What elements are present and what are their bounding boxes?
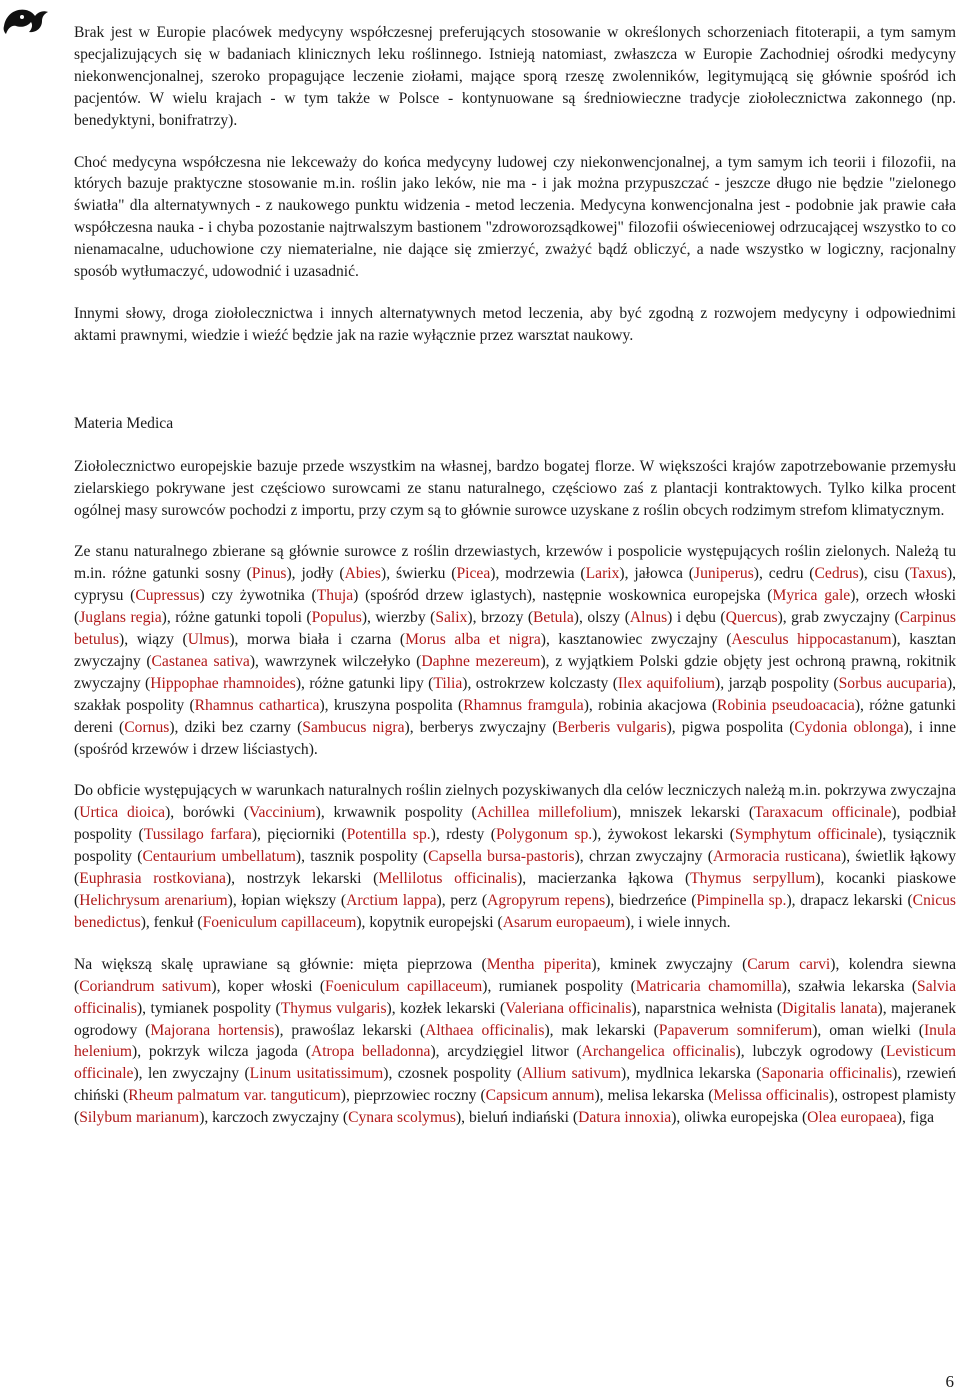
paragraph-text: ), chrzan zwyczajny (: [574, 848, 713, 866]
latin-species-name: Linum usitatissimum: [249, 1065, 384, 1083]
paragraph-text: ), brzozy (: [467, 609, 534, 627]
paragraph-text: ), różne gatunki topoli (: [161, 609, 312, 627]
latin-species-name: Carum carvi: [747, 955, 831, 973]
latin-species-name: Betula: [533, 609, 574, 627]
latin-species-name: Taxus: [909, 565, 947, 583]
document-page: [74, 22, 956, 1149]
paragraph-text: ), różne gatunki lipy (: [295, 674, 434, 692]
paragraph-text: ), jodły (: [286, 565, 345, 583]
paragraph-text: ), żywokost lekarski (: [592, 826, 735, 844]
latin-species-name: Salvia officinalis: [74, 977, 956, 1017]
paragraph-text: ), prawoślaz lekarski (: [274, 1021, 426, 1039]
latin-species-name: Euphrasia rostkoviana: [79, 870, 226, 888]
latin-species-name: Centaurium umbellatum: [142, 848, 296, 866]
latin-species-name: Rhamnus cathartica: [194, 696, 320, 714]
paragraph-herbs: [74, 780, 956, 933]
paragraph-text: ), mydlnica lekarska (: [621, 1065, 762, 1083]
latin-species-name: Foeniculum capillaceum: [325, 977, 483, 995]
latin-species-name: Agropyrum repens: [487, 892, 606, 909]
latin-species-name: Datura innoxia: [578, 1109, 672, 1127]
latin-species-name: Althaea officinalis: [425, 1021, 545, 1039]
paragraph-cultivated: [74, 954, 956, 1129]
latin-species-name: Polygonum sp.: [495, 826, 593, 844]
paragraph-conclusion: Innymi słowy, droga ziołolecznictwa i innych alternatywnych metod leczenia, aby być zgodną z rozwojem medycyny i odpowiednimi aktami prawnymi, wiedzie i wieźć będzie jak na razie wyłącznie przez warsztat naukowy.: [74, 304, 956, 344]
paragraph-text: Ze stanu naturalnego zbierane są głównie surowce z roślin drzewiastych, krzewów i pospolicie występujących roślin zielonych. Należą tu m.in. różne gatunki sosny (: [74, 543, 956, 583]
paragraph-text: ), świetlik łąkowy (: [74, 848, 956, 888]
latin-species-name: Juniperus: [694, 565, 754, 583]
paragraph-text: ), rzewień chiński (: [74, 1065, 956, 1105]
paragraph-text: ), rdesty (: [430, 826, 496, 844]
latin-species-name: Melissa officinalis: [713, 1087, 829, 1105]
paragraph-text: ), z wyjątkiem Polski gdzie objęty jest ochroną prawną, rokitnik zwyczajny (: [74, 652, 957, 692]
latin-species-name: Abies: [344, 565, 382, 583]
paragraph-text: ), grab zwyczajny (: [777, 609, 900, 627]
latin-species-name: Picea: [456, 565, 491, 583]
paragraph-text: ), i wiele innych.: [625, 913, 731, 931]
paragraph-text: ), kminek zwyczajny (: [591, 955, 748, 973]
paragraph-text: ), kruszyna pospolita (: [319, 696, 464, 714]
section-heading: Materia Medica: [74, 414, 174, 432]
paragraph-text: ), cedru (: [753, 565, 815, 583]
latin-species-name: Foeniculum capillaceum: [202, 913, 357, 931]
latin-species-name: Symphytum officinale: [734, 826, 878, 844]
latin-species-name: Juglans regia: [79, 609, 162, 627]
latin-species-name: Cupressus: [135, 587, 200, 605]
latin-species-name: Rheum palmatum var. tanguticum: [128, 1087, 341, 1105]
paragraph-text: ), fenkuł (: [140, 913, 203, 931]
latin-species-name: Thuja: [316, 587, 354, 605]
latin-species-name: Atropa belladonna: [310, 1043, 431, 1061]
latin-species-name: Mellilotus officinalis: [378, 870, 518, 888]
latin-species-name: Digitalis lanata: [782, 999, 878, 1017]
paragraph-text: ) czy żywotnika (: [199, 587, 317, 605]
paragraph-text: ), kolendra siewna (: [74, 955, 956, 995]
latin-species-name: Pimpinella sp.: [696, 892, 787, 909]
latin-species-name: Capsella bursa-pastoris: [428, 848, 575, 866]
latin-species-name: Ilex aquifolium: [617, 674, 715, 692]
latin-species-name: Ulmus: [187, 631, 230, 649]
paragraph-text: ) (spośród drzew iglastych), następnie woskownica europejska (: [353, 587, 773, 605]
latin-species-name: Sambucus nigra: [302, 718, 405, 736]
latin-species-name: Urtica dioica: [79, 804, 166, 822]
latin-species-name: Rhamnus framgula: [463, 696, 584, 714]
paragraph-text: ), robinia akacjowa (: [583, 696, 718, 714]
latin-species-name: Cornus: [124, 718, 170, 736]
paragraph-text: ), kozłek lekarski (: [386, 999, 506, 1017]
paragraph-text: ), pigwa pospolita (: [666, 718, 795, 736]
latin-species-name: Vaccinium: [248, 804, 316, 822]
paragraph-text: ), orzech włoski (: [74, 587, 956, 627]
paragraph-text: ), morwa biała i czarna (: [229, 631, 406, 649]
latin-species-name: Achillea millefolium: [476, 804, 613, 822]
latin-species-name: Olea europaea: [807, 1109, 897, 1127]
latin-species-name: Mentha piperita: [486, 955, 592, 973]
paragraph-text: ), naparstnica wełnista (: [631, 999, 783, 1017]
paragraph-text: ), mak lekarski (: [544, 1021, 659, 1039]
paragraph-text: ), tymianek pospolity (: [136, 999, 281, 1017]
latin-species-name: Pinus: [251, 565, 287, 583]
paragraph-text: ), koper włoski (: [211, 977, 326, 995]
latin-species-name: Daphne mezereum: [421, 652, 541, 670]
paragraph-text: ), arcydzięgiel litwor (: [430, 1043, 582, 1061]
paragraph-text: Na większą skalę uprawiane są głównie: mięta pieprzowa (: [74, 955, 487, 973]
paragraph-text: ) i dębu (: [667, 609, 726, 627]
latin-species-name: Archangelica officinalis: [581, 1043, 736, 1061]
paragraph-text: ), jarząb pospolity (: [715, 674, 839, 692]
paragraph-text: ), wierzby (: [361, 609, 436, 627]
paragraph-text: ), podbiał pospolity (: [74, 804, 957, 844]
paragraph-text: ), czosnek pospolity (: [383, 1065, 523, 1083]
latin-species-name: Tilia: [433, 674, 463, 692]
paragraph-text: ), szałwia lekarska (: [781, 977, 918, 995]
latin-species-name: Armoracia rusticana: [712, 848, 842, 866]
paragraph-text: ), łopian większy (: [227, 892, 347, 909]
latin-species-name: Tussilago farfara: [143, 826, 252, 844]
latin-species-name: Sorbus aucuparia: [838, 674, 947, 692]
latin-species-name: Thymus serpyllum: [690, 870, 816, 888]
paragraph-text: ), karczoch zwyczajny (: [199, 1109, 349, 1127]
paragraph-text: ), biedrzeńce (: [605, 892, 697, 909]
paragraph-text: ), borówki (: [165, 804, 249, 822]
latin-species-name: Potentilla sp.: [346, 826, 431, 844]
latin-species-name: Inula helenium: [74, 1021, 956, 1061]
paragraph-text: ), figa: [896, 1109, 935, 1127]
latin-species-name: Morus alba et nigra: [405, 631, 541, 649]
paragraph-text: ), drapacz lekarski (: [786, 892, 913, 909]
latin-species-name: Cedrus: [814, 565, 859, 583]
paragraph-text: ), rumianek pospolity (: [482, 977, 636, 995]
latin-species-name: Asarum europaeum: [502, 913, 626, 931]
paragraph-text: ), oliwka europejska (: [671, 1109, 808, 1127]
paragraph-text: ), ostropest plamisty (: [74, 1087, 956, 1127]
latin-species-name: Coriandrum sativum: [79, 977, 212, 995]
latin-species-name: Helichrysum arenarium: [79, 892, 228, 909]
paragraph-text: ), tasznik pospolity (: [295, 848, 429, 866]
latin-species-name: Matricaria chamomilla: [635, 977, 782, 995]
latin-species-name: Cynara scolymus: [348, 1109, 456, 1127]
paragraph-text: ), i inne (spośród krzewów i drzew liściastych).: [74, 718, 957, 758]
paragraph-text: ), wawrzynek wilczełyko (: [249, 652, 422, 670]
bird-logo-icon: [2, 4, 50, 36]
paragraph-text: ), modrzewia (: [490, 565, 586, 583]
paragraph-text: ), cisu (: [858, 565, 910, 583]
latin-species-name: Castanea sativa: [151, 652, 250, 670]
paragraph-text: ), len zwyczajny (: [133, 1065, 250, 1083]
paragraph-text: ), kopytnik europejski (: [356, 913, 503, 931]
latin-species-name: Cydonia oblonga: [794, 718, 904, 736]
paragraph-text: ), szakłak pospolity (: [74, 674, 957, 714]
paragraph-text: ), lubczyk ogrodowy (: [735, 1043, 886, 1061]
paragraph-text: ), nostrzyk lekarski (: [225, 870, 379, 888]
latin-species-name: Quercus: [725, 609, 778, 627]
latin-species-name: Aesculus hippocastanum: [731, 631, 892, 649]
paragraph-text: Do obficie występujących w warunkach naturalnych roślin zielnych pozyskiwanych dla celów leczniczych należą m.in. pokrzywa zwyczajna (: [74, 782, 956, 822]
latin-species-name: Hippophae rhamnoides: [150, 674, 296, 692]
paragraph-text: ), kocanki piaskowe (: [74, 870, 956, 909]
paragraph-text: ), pięciorniki (: [251, 826, 347, 844]
paragraph-text: ), perz (: [436, 892, 488, 909]
paragraph-text: ), melisa lekarska (: [594, 1087, 714, 1105]
paragraph-text: ), majeranek ogrodowy (: [74, 999, 956, 1039]
paragraph-trees-shrubs: [74, 541, 956, 760]
paragraph-text: ), berberys zwyczajny (: [404, 718, 558, 736]
latin-species-name: Carpinus betulus: [74, 609, 956, 649]
latin-species-name: Silybum marianum: [79, 1109, 200, 1127]
paragraph-text: ), kasztanowiec zwyczajny (: [540, 631, 732, 649]
paragraph-text: ), kasztan zwyczajny (: [74, 631, 956, 670]
latin-species-name: Valeriana officinalis: [505, 999, 632, 1017]
latin-species-name: Majorana hortensis: [150, 1021, 275, 1039]
paragraph-text: ), świerku (: [381, 565, 457, 583]
latin-species-name: Populus: [311, 609, 362, 627]
paragraph-text: ), pokrzyk wilcza jagoda (: [132, 1043, 311, 1061]
paragraph-text: ), cyprysu (: [74, 565, 957, 605]
latin-species-name: Myrica gale: [772, 587, 851, 605]
paragraph-text: ), bieluń indiański (: [455, 1109, 579, 1127]
paragraph-text: ), mniszek lekarski (: [612, 804, 755, 822]
latin-species-name: Allium sativum: [522, 1065, 622, 1083]
page-number: 6: [945, 1372, 954, 1391]
latin-species-name: Taraxacum officinale: [754, 804, 892, 822]
latin-species-name: Papaverum somniferum: [658, 1021, 813, 1039]
paragraph-text: ), pieprzowiec roczny (: [340, 1087, 486, 1105]
paragraph-text: ), olszy (: [573, 609, 630, 627]
latin-species-name: Saponaria officinalis: [761, 1065, 893, 1083]
paragraph-text: ), macierzanka łąkowa (: [517, 870, 691, 888]
paragraph-medicine: Choć medycyna współczesna nie lekceważy do końca medycyny ludowej czy niekonwencjonalnej, a tym samym ich teorii i filozofii, na których bazuje praktyczne stosowanie m.in. roślin jako leków, nie ma - i jak można przypuszczać - jeszcze długo nie będzie "zielonego światła" dla alternatywnych - z naukowego punktu widzenia - metod leczenia. Medycyna konwencjonalna jest - podobnie jak prawie cała współczesna nauka - i chyba pozostanie najtrwalszym bastionem "zdroworozsądkowej" filozofii oświeceniowej odrzucającej wszystko to co nienamacalne, uduchowione czy niematerialne, nie dające się zmierzyć, zważyć bądź obliczyć, a nade wszystko w logiczny, racjonalny sposób wytłumaczyć, udowodnić i uzasadnić.: [74, 153, 956, 281]
paragraph-text: ), różne gatunki dereni (: [74, 696, 956, 736]
latin-species-name: Thymus vulgaris: [280, 999, 387, 1017]
paragraph-text: ), wiązy (: [119, 631, 188, 649]
latin-species-name: Salix: [435, 609, 468, 627]
paragraph-text: ), oman wielki (: [812, 1021, 924, 1039]
paragraph-text: ), ostrokrzew kolczasty (: [462, 674, 618, 692]
latin-species-name: Robinia pseudoacacia: [717, 696, 855, 714]
paragraph-text: ), tysiącznik pospolity (: [74, 826, 956, 866]
paragraph-text: ), dziki bez czarny (: [169, 718, 303, 736]
paragraph-intro: Brak jest w Europie placówek medycyny współczesnej preferujących stosowanie w określonych schorzeniach fitoterapii, a tym samym specjalizujących się w badaniach klinicznych leku roślinnego. Istnieją natomiast, zwłaszcza w Europie Zachodniej ośrodki medycyny niekonwencjonalnej, szeroko propagujące leczenie ziołami, mające sporą rzeszę zwolenników, legitymującą się głównie spośród ich pacjentów. W wielu krajach - w tym także w Polsce - kontynuowane są średniowieczne tradycje ziołolecznictwa zakonnego (np. benedyktyni, bonifratrzy).: [74, 24, 956, 129]
paragraph-text: ), krwawnik pospolity (: [315, 804, 477, 822]
latin-species-name: Larix: [585, 565, 620, 583]
latin-species-name: Levisticum officinale: [74, 1043, 957, 1083]
latin-species-name: Cnicus benedictus: [74, 892, 956, 931]
latin-species-name: Arctium lappa: [346, 892, 437, 909]
paragraph-flora: Ziołolecznictwo europejskie bazuje przede wszystkim na własnej, bardzo bogatej florze. W większości krajów zapotrzebowanie przemysłu zielarskiego pokrywane jest częściowo surowcami ze stanu naturalnego, częściowo zaś z plantacji kontraktowych. Tylko kilka procent ogólnej masy surowców pochodzi z importu, przy czym są to głównie surowce uzyskane z roślin obcych rodzimym strefom klimatycznym.: [74, 457, 956, 519]
latin-species-name: Alnus: [629, 609, 668, 627]
paragraph-text: ), jałowca (: [619, 565, 694, 583]
latin-species-name: Capsicum annum: [485, 1087, 595, 1105]
latin-species-name: Berberis vulgaris: [557, 718, 667, 736]
